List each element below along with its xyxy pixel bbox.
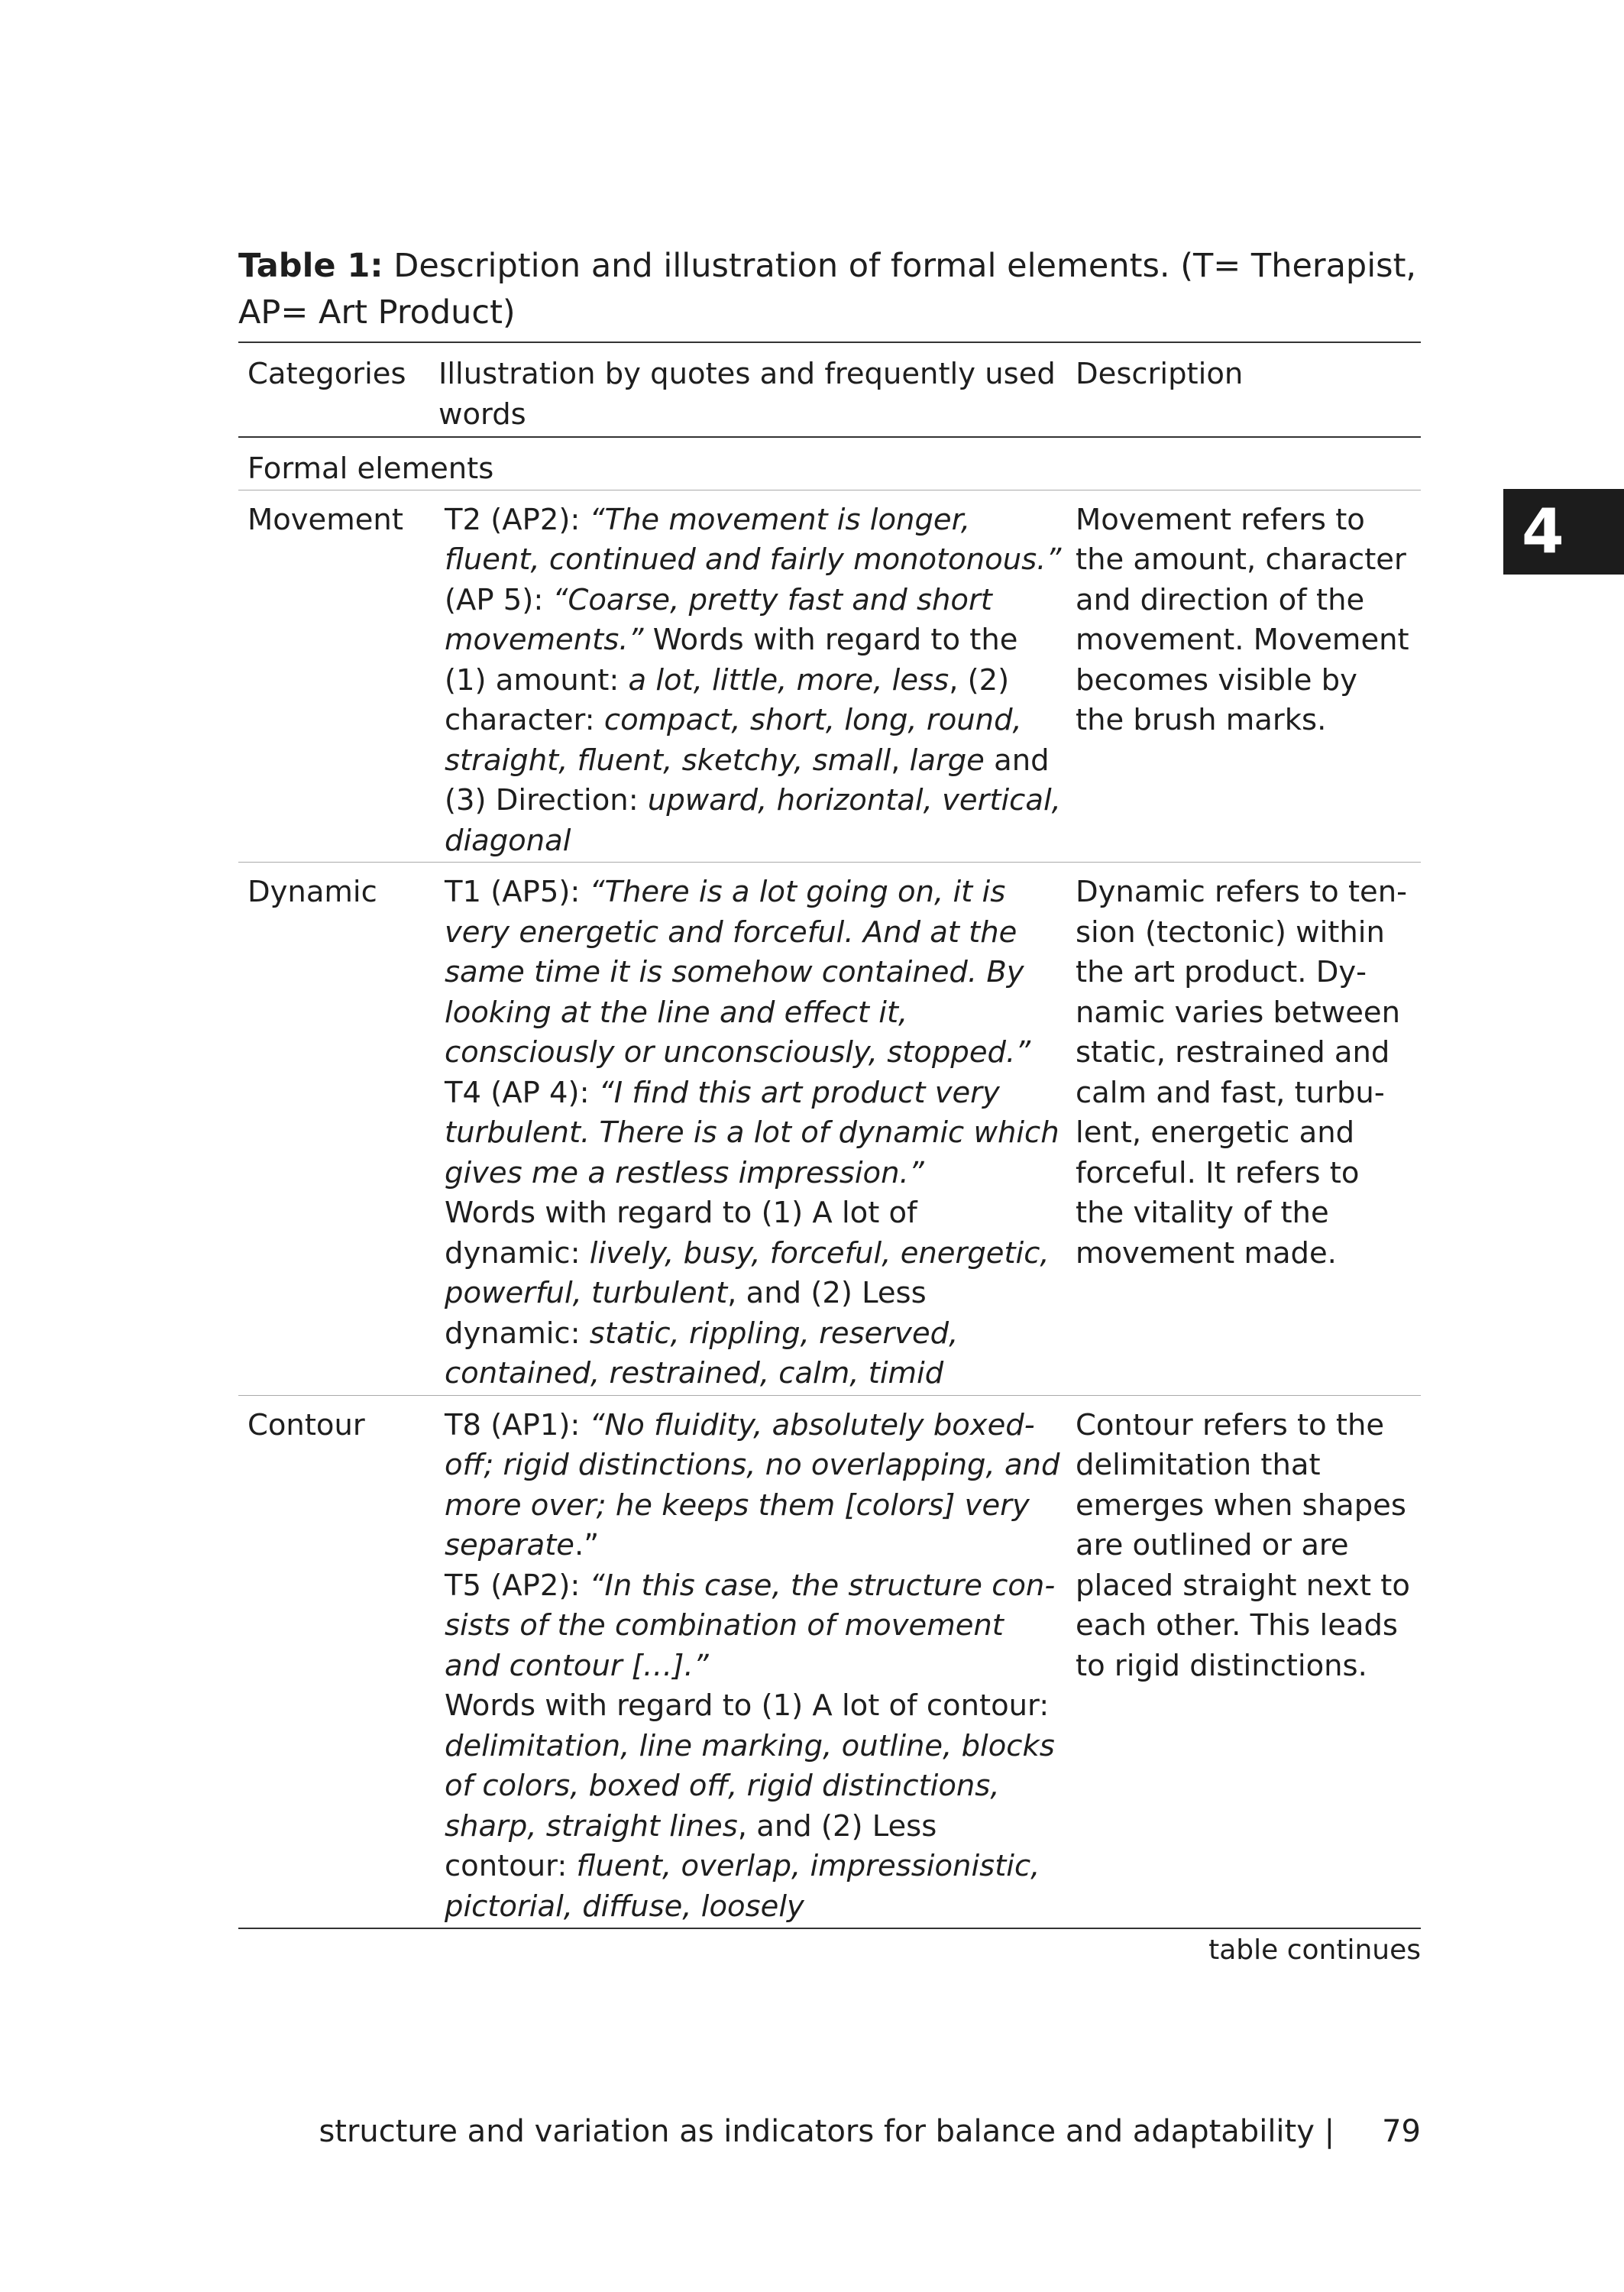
quote-text: T2 (AP2): “The movement is longer, fluent, continued and fairly monotonous.” (AP 5): “Coarse, pretty fast and short movements.” Words with regard to the (1) amount: a lot, little, more, less, (2) character: compact, short, long, round, straight, fluent, sketchy, small, large and (3) Direction: upward, horizontal, vertical, diagonal (445, 502, 1062, 858)
words-paragraph: Words with regard to (1) A lot of dynamic: lively, busy, forceful, energetic, powerful, turbulent, and (2) Less dynamic: static, rippling, reserved, contained, restrained, calm, timid (445, 1196, 1050, 1390)
description-cell: Movement refers to the amount, character and direction of the movement. Movement becomes visible by the brush marks. (1076, 502, 1409, 737)
table-row-movement (238, 490, 1421, 863)
quote-cell (435, 490, 1066, 863)
table-row-dynamic (238, 863, 1421, 1396)
section-title: Formal elements (247, 452, 494, 486)
category-cell: Dynamic (247, 875, 377, 909)
header-illustration: Illustration by quotes and frequently used words (438, 357, 1056, 432)
words-paragraph: Words with regard to (1) A lot of contour: delimitation, line marking, outline, blocks of colors, boxed off, rigid distinctions, sharp, straight lines, and (2) Less contour: fluent, overlap, impressionistic, pictorial, diffuse, loosely (445, 1688, 1055, 1924)
description-cell: Dynamic refers to tension (tectonic) within the art product. Dynamic varies between static, restrained and calm and fast, turbulent, energetic and forceful. It refers to the vitality of the movement made. (1076, 875, 1408, 1271)
quote-cell (435, 1395, 1066, 1928)
quote-cell (435, 863, 1066, 1396)
table-caption (238, 243, 1422, 336)
table-caption-text: Description and illustration of formal elements. (T= Therapist, AP= Art Product) (238, 247, 1417, 332)
quote-paragraph: T5 (AP2): “In this case, the structure consists of the combination of movement and contour […].” (445, 1568, 1056, 1683)
header-description: Description (1076, 357, 1244, 391)
category-cell: Contour (247, 1407, 365, 1442)
quote-paragraph: T8 (AP1): “No fluidity, absolutely boxed-off; rigid distinctions, no overlapping, and more over; he keeps them [colors] very separate.” (445, 1407, 1060, 1562)
page-number: 79 (1382, 2114, 1421, 2149)
chapter-tab: 4 (1503, 489, 1624, 575)
formal-elements-table (238, 342, 1421, 1929)
page-footer (0, 2110, 1421, 2153)
table-caption-label: Table 1: (238, 247, 383, 285)
category-cell: Movement (247, 502, 403, 537)
table-header-row (238, 342, 1421, 437)
quote-paragraph: T4 (AP 4): “I find this art product very turbulent. There is a lot of dynamic which gives me a restless impression.” (445, 1075, 1059, 1190)
table-continues-note: table continues (1208, 1934, 1421, 1966)
description-cell: Contour refers to the delimitation that emerges when shapes are outlined or are placed straight next to each other. This leads to rigid distinctions. (1076, 1407, 1410, 1683)
running-title: structure and variation as indicators for balance and adaptability | (319, 2114, 1335, 2149)
section-row (238, 437, 1421, 490)
header-categories: Categories (247, 357, 406, 391)
quote-paragraph: T1 (AP5): “There is a lot going on, it is very energetic and forceful. And at the same time it is somehow contained. By looking at the line and effect it, consciously or unconsciously, stopped.” (445, 875, 1031, 1070)
table-row-contour (238, 1395, 1421, 1928)
